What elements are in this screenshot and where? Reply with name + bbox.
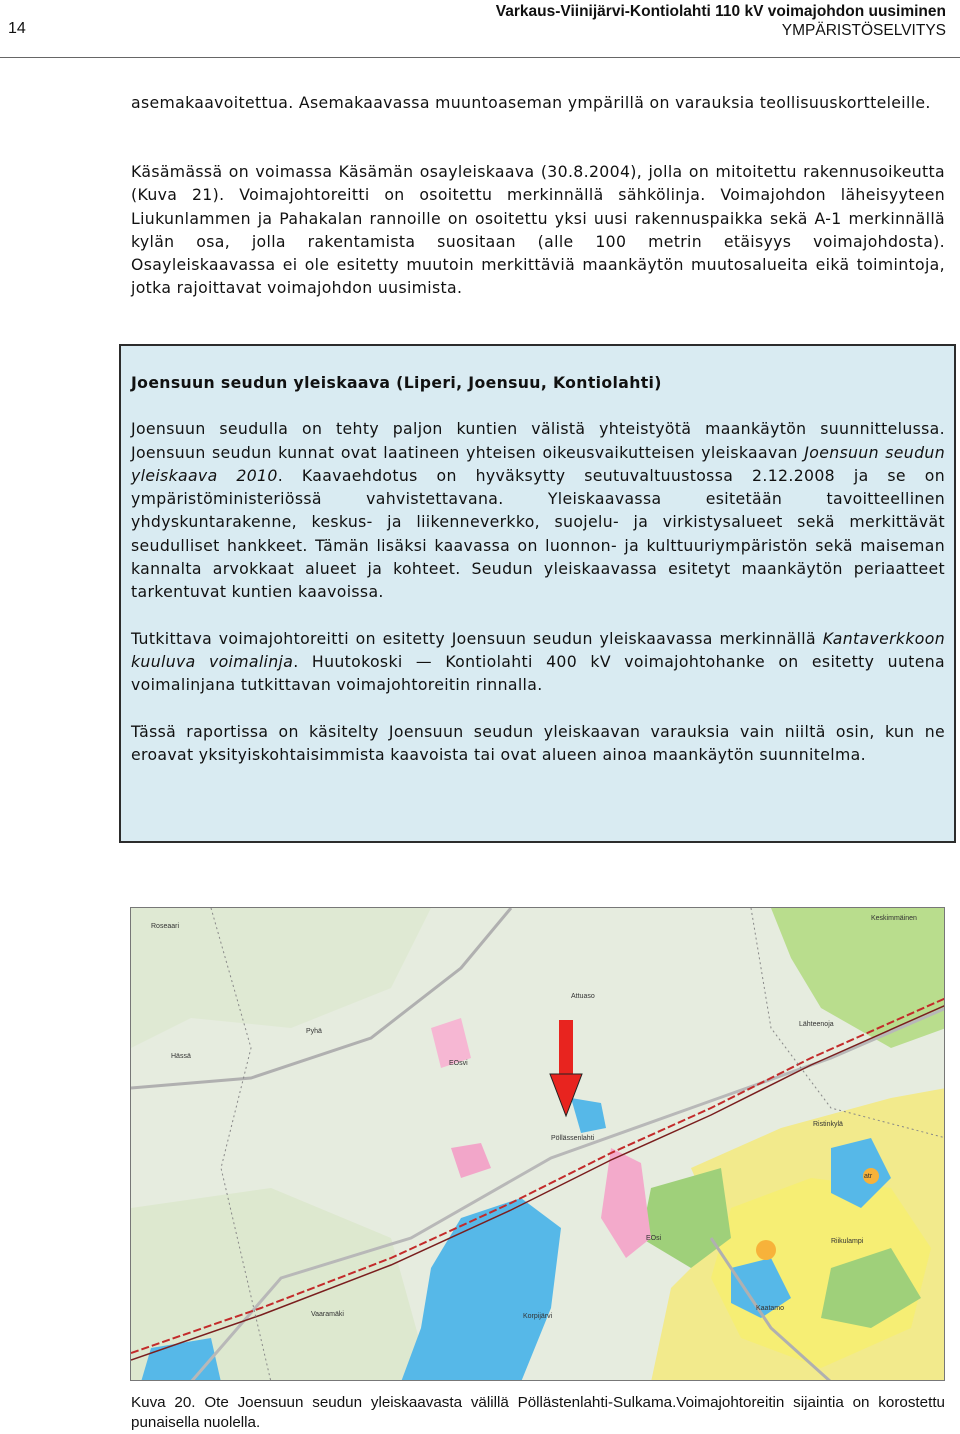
- label-vaaramaki: Vaaramäki: [311, 1311, 344, 1318]
- intro-paragraph-1: asemakaavoitettua. Asemakaavassa muuntoaseman ympärillä on varauksia teollisuuskortteleille.: [131, 93, 931, 112]
- label-keskimmainen: Keskimmäinen: [871, 915, 917, 922]
- label-korpijarvi: Korpijärvi: [523, 1313, 553, 1320]
- header-divider: [0, 57, 960, 58]
- label-lahteenoja: Lähteenoja: [799, 1021, 834, 1028]
- info-box-title: Joensuun seudun yleiskaava (Liperi, Joensuu, Kontiolahti): [131, 373, 662, 392]
- info-box-paragraph-1: Joensuun seudulla on tehty paljon kuntien välistä yhteistyötä maankäytön suunnittelussa. Joensuun seudun kunnat ovat laatineen yhteisen oikeusvaikutteisen yleiskaavan Joensuun seudun yleiskaava 2010. Kaavaehdotus on hyväksytty seutuvaltuustossa 2.12.2008 ja se on ympäristöministeriössä vahvistettavana. Yleiskaavassa esitetään tavoitteellinen yhdyskuntarakenne, keskus- ja liikenneverkko, suojelu- ja virkistysalueet sekä merkittävät seudulliset hankkeet. Tämän lisäksi kaavassa on luonnon- ja kulttuuriympäristön sekä maiseman kannalta arvokkaat alueet ja kohteet. Seudun yleiskaavassa esitetyt maankäytön periaatteet tarkentuvat kuntien kaavoissa.: [131, 419, 945, 602]
- figure-caption: Kuva 20. Ote Joensuun seudun yleiskaavasta välillä Pöllästenlahti-Sulkama.Voimajohtoreitin sijaintia on korostettu punaisella nuolella.: [131, 1394, 945, 1431]
- label-pyha: Pyhä: [306, 1028, 322, 1035]
- label-ristinkyla: Ristinkylä: [813, 1121, 843, 1128]
- label-attuaso: Attuaso: [571, 993, 595, 1000]
- info-box-paragraph-2: Tutkittava voimajohtoreitti on esitetty Joensuun seudun yleiskaavassa merkinnällä Kantaverkkoon kuuluva voimalinja. Huutokoski — Kontiolahti 400 kV voimajohtohanke on esitetty uutena voimalinjana tutkittavan voimajohtoreitin rinnalla.: [131, 628, 945, 695]
- page-number: 14: [8, 20, 26, 37]
- label-rosesaari: Roseaari: [151, 923, 180, 930]
- document-title: Varkaus-Viinijärvi-Kontiolahti 110 kV voimajohdon uusiminen: [495, 3, 946, 20]
- label-kaatamo: Kaatamo: [756, 1305, 785, 1312]
- header-text: [496, 2, 946, 40]
- page-header: [0, 0, 960, 58]
- label-eosvi: EOsvi: [449, 1060, 468, 1067]
- info-box-paragraph-3: Tässä raportissa on käsitelty Joensuun seudun yleiskaavan varauksia vain niiltä osin, kun ne eroavat yksityiskohtaisimmista kaavoista tai ovat alueen ainoa maankäytön suunnitelma.: [131, 721, 945, 764]
- regional-plan-map: [130, 907, 945, 1381]
- label-hassa: Hässä: [171, 1053, 191, 1060]
- label-eosi: EOsi: [646, 1235, 662, 1242]
- intro-paragraph-2: Käsämässä on voimassa Käsämän osayleiskaava (30.8.2004), jolla on mitoitettu rakennusoikeutta (Kuva 21). Voimajohtoreitti on osoitettu merkinnällä sähkölinja. Voimajohdon läheisyyteen Liukunlammen ja Pahakalan rannoille on osoitettu yksi uusi rakennuspaikka sekä A-1 merkinnällä kylän osa, jolla rakentamista suositaan (alle 100 metrin etäisyys voimajohdosta). Osayleiskaavassa ei ole esitetty muutoin merkittäviä maankäytön muutosalueita eikä toimintoja, jotka rajoittavat voimajohdon uusimista.: [131, 162, 945, 298]
- label-pollasenlahti: Pöllässenlahti: [551, 1135, 595, 1142]
- label-atr: atr: [864, 1173, 873, 1180]
- map-graphic: [131, 908, 945, 1381]
- info-box: [119, 344, 956, 843]
- document-subtitle: YMPÄRISTÖSELVITYS: [781, 22, 946, 39]
- label-riikulampi: Riikulampi: [831, 1238, 864, 1245]
